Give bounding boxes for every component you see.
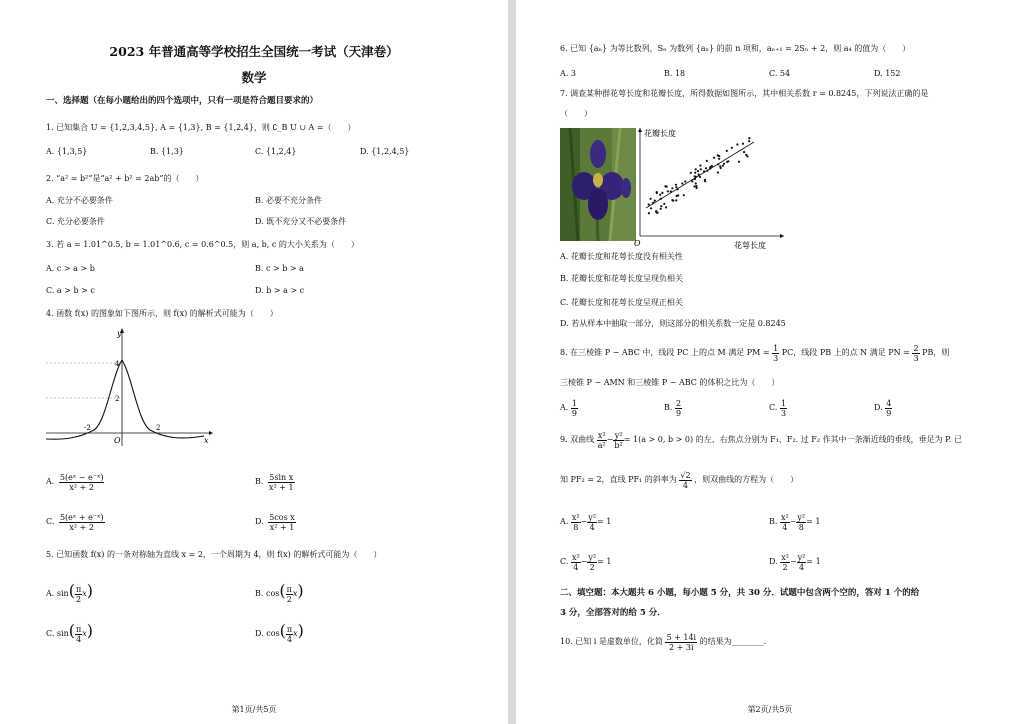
question-4-stem: 4. 函数 f(x) 的图象如下图所示，则 f(x) 的解析式可能为（ ） <box>46 309 278 318</box>
question-1-stem: 1. 已知集合 U = {1,2,3,4,5}, A = {1,3}, B = {1,2,4}，则 ∁_B U ∪ A =（ ） <box>46 123 356 132</box>
q4-option-a: A. $\frac{\text{5(eˣ − e⁻ˣ)}}{\text{x² + 2}}$ <box>46 472 104 492</box>
scatter-point <box>670 190 672 192</box>
q9-option-b: B. $\frac{\text{x²}}{4}$ − $\frac{\text{y²}}{8}$ = 1 <box>769 512 821 532</box>
scatter-point <box>660 198 662 200</box>
regression-line <box>646 142 754 208</box>
scatter-point <box>700 168 702 170</box>
scatter-point <box>691 180 693 182</box>
scatter-point <box>745 154 747 156</box>
scatter-point <box>661 192 663 194</box>
y-axis-label: y <box>117 329 122 338</box>
scatter-point <box>698 174 700 176</box>
scatter-point <box>650 198 652 200</box>
q5-option-c: C. sin( $\frac{\pi}{4}$ x) <box>46 621 94 644</box>
scatter-point <box>695 168 697 170</box>
scatter-point <box>650 207 652 209</box>
scatter-x-label: 花萼长度 <box>734 241 766 250</box>
exam-page-2 <box>516 0 1024 724</box>
q1-option-c: C. {1,2,4} <box>255 147 297 156</box>
scatter-point <box>693 178 695 180</box>
x-tick-neg-2: -2 <box>84 424 91 432</box>
sepal-petal-scatter-plot <box>636 126 786 250</box>
q6-option-c: C. 54 <box>769 69 791 78</box>
function-graph <box>44 326 214 448</box>
q7-option-c: C. 花瓣长度和花萼长度呈现正相关 <box>560 298 683 307</box>
q5-option-b: B. cos( $\frac{\pi}{2}$ x) <box>255 581 304 604</box>
scatter-point <box>665 206 667 208</box>
scatter-point <box>684 180 686 182</box>
q8-option-b: B. $\frac{2}{9}$ <box>664 398 682 418</box>
question-10-stem: 10. 已知 i 是虚数单位，化简 $\frac{5 + 14i}{2 + 3i}$ 的结果为________. <box>560 632 767 652</box>
scatter-point <box>663 203 665 205</box>
scatter-point <box>726 150 728 152</box>
q1-option-b: B. {1,3} <box>150 147 184 156</box>
question-2-stem: 2. “a² = b²”是“a² + b² = 2ab”的（ ） <box>46 174 204 183</box>
q6-option-b: B. 18 <box>664 69 686 78</box>
scatter-point <box>671 187 673 189</box>
scatter-point <box>726 161 728 163</box>
q3-option-b: B. c > b > a <box>255 264 304 273</box>
scatter-point <box>699 164 701 166</box>
subject-title: 数学 <box>241 70 267 85</box>
y-tick-2: 2 <box>115 395 120 403</box>
function-curve <box>46 360 204 439</box>
page-separator <box>508 0 516 724</box>
q5-option-a: A. sin( $\frac{\pi}{2}$ x) <box>46 581 93 604</box>
scatter-point <box>699 176 701 178</box>
q8-option-d: D. $\frac{4}{9}$ <box>874 398 892 418</box>
section-heading-fill-in-line1: 二、填空题：本大题共 6 小题，每小题 5 分，共 30 分．试题中包含两个空的，答对 1 个的给 <box>560 588 920 598</box>
x-axis-arrow <box>209 431 213 435</box>
question-9-stem-line2: 知 PF₂ = 2，直线 PF₁ 的斜率为 $\frac{√2}{4}$ ，则双曲线的方程为（ ） <box>560 470 799 490</box>
scatter-point <box>706 160 708 162</box>
q2-option-c: C. 充分必要条件 <box>46 217 105 226</box>
scatter-point <box>711 165 713 167</box>
scatter-point <box>648 203 650 205</box>
scatter-point <box>690 172 692 174</box>
scatter-point <box>675 199 677 201</box>
scatter-point <box>697 170 699 172</box>
scatter-point <box>652 202 654 204</box>
question-8-stem-line1: 8. 在三棱锥 P − ABC 中，线段 PC 上的点 M 满足 PM = $\frac{1}{3}$ PC，线段 PB 上的点 N 满足 PN = $\frac{2}{3}$ PB，则 <box>560 343 950 363</box>
question-7-stem-line2: （ ） <box>560 109 592 118</box>
exam-page-1 <box>0 0 508 724</box>
scatter-origin: O <box>634 239 641 248</box>
scatter-point <box>695 185 697 187</box>
scatter-point <box>654 200 656 202</box>
scatter-point <box>655 210 657 212</box>
q3-option-d: D. b > a > c <box>255 286 305 295</box>
q4-option-c: C. $\frac{\text{5(eˣ + e⁻ˣ)}}{\text{x² + 2}}$ <box>46 512 104 532</box>
scatter-point <box>717 171 719 173</box>
scatter-point <box>703 170 705 172</box>
q6-option-d: D. 152 <box>874 69 901 78</box>
question-8-stem-line2: 三棱锥 P − AMN 和三棱锥 P − ABC 的体积之比为（ ） <box>560 378 780 387</box>
scatter-point <box>694 172 696 174</box>
q2-option-a: A. 充分不必要条件 <box>46 196 113 205</box>
origin-label: O <box>114 436 121 445</box>
exam-title: 2023 年普通高等学校招生全国统一考试（天津卷） <box>109 44 399 59</box>
q4-option-d: D. $\frac{\text{5cos x}}{\text{x² + 1}}$ <box>255 512 295 532</box>
scatter-point <box>664 185 666 187</box>
scatter-point <box>675 186 677 188</box>
scatter-point <box>713 157 715 159</box>
scatter-point <box>659 194 661 196</box>
section-heading-fill-in-line2: 3 分，全部答对的给 5 分． <box>560 608 666 618</box>
x-tick-2: 2 <box>156 424 161 432</box>
scatter-point <box>748 137 750 139</box>
q2-option-d: D. 既不充分又不必要条件 <box>255 217 347 226</box>
scatter-point <box>748 140 750 142</box>
q9-option-c: C. $\frac{\text{x²}}{4}$ − $\frac{\text{y²}}{2}$ = 1 <box>560 552 612 572</box>
scatter-point <box>738 161 740 163</box>
scatter-point <box>693 185 695 187</box>
scatter-point <box>742 143 744 145</box>
scatter-point <box>676 195 678 197</box>
scatter-point <box>675 184 677 186</box>
scatter-point <box>705 167 707 169</box>
scatter-point <box>709 167 711 169</box>
scatter-point <box>743 151 745 153</box>
scatter-point <box>656 192 658 194</box>
scatter-point <box>671 199 673 201</box>
scatter-point <box>683 194 685 196</box>
question-3-stem: 3. 若 a = 1.01^0.5, b = 1.01^0.6, c = 0.6^0.5，则 a, b, c 的大小关系为（ ） <box>46 240 359 249</box>
q1-option-a: A. {1,3,5} <box>46 147 88 156</box>
scatter-point <box>681 182 683 184</box>
scatter-point <box>694 175 696 177</box>
q4-option-b: B. $\frac{\text{5sin x}}{\text{x² + 1}}$ <box>255 472 294 492</box>
scatter-point <box>648 212 650 214</box>
x-axis-label: x <box>204 436 209 445</box>
q6-option-a: A. 3 <box>560 69 576 78</box>
q8-option-c: C. $\frac{1}{3}$ <box>769 398 787 418</box>
q7-option-d: D. 若从样本中抽取一部分，则这部分的相关系数一定是 0.8245 <box>560 319 786 328</box>
scatter-point <box>736 143 738 145</box>
q3-option-c: C. a > b > c <box>46 286 95 295</box>
scatter-point <box>717 163 719 165</box>
scatter-y-label: 花瓣长度 <box>644 129 676 138</box>
q3-option-a: A. c > a > b <box>46 264 95 273</box>
scatter-point <box>731 147 733 149</box>
section-heading-choice: 一、选择题（在每小题给出的四个选项中，只有一项是符合题目要求的） <box>46 96 319 106</box>
scatter-point <box>704 180 706 182</box>
scatter-point <box>718 158 720 160</box>
q7-option-b: B. 花瓣长度和花萼长度呈现负相关 <box>560 274 683 283</box>
scatter-point <box>695 182 697 184</box>
q1-option-d: D. {1,2,4,5} <box>360 147 410 156</box>
scatter-point <box>722 165 724 167</box>
q7-option-a: A. 花瓣长度和花萼长度没有相关性 <box>560 252 683 261</box>
scatter-point <box>706 170 708 172</box>
question-9-stem-line1: 9. 双曲线 $\frac{\text{x²}}{\text{a²}}$ − $\frac{\text{y²}}{\text{b²}}$ = 1(a > 0, b > 0) 的左、右焦点分别为 F₁、F₂. 过 F₂ 作其中一条渐近线的垂线，垂足为 P. 已 <box>560 430 962 450</box>
iris-flower-photo <box>560 128 636 241</box>
q9-option-d: D. $\frac{\text{x²}}{2}$ − $\frac{\text{y²}}{4}$ = 1 <box>769 552 821 572</box>
scatter-point <box>660 205 662 207</box>
question-5-stem: 5. 已知函数 f(x) 的一条对称轴为直线 x = 2，一个周期为 4，则 f(x) 的解析式可能为（ ） <box>46 550 382 559</box>
q9-option-a: A. $\frac{\text{x²}}{8}$ − $\frac{\text{y²}}{4}$ = 1 <box>560 512 612 532</box>
question-7-stem-line1: 7. 调查某种群花萼长度和花瓣长度，所得数据如图所示，其中相关系数 r = 0.8245，下列说法正确的是 <box>560 89 929 98</box>
y-tick-4: 4 <box>115 360 120 368</box>
q8-option-a: A. $\frac{1}{9}$ <box>560 398 577 418</box>
scatter-point <box>720 167 722 169</box>
q5-option-d: D. cos( $\frac{\pi}{4}$ x) <box>255 621 304 644</box>
scatter-point <box>660 208 662 210</box>
q2-option-b: B. 必要不充分条件 <box>255 196 322 205</box>
scatter-point <box>696 187 698 189</box>
page-2-footer: 第2页/共5页 <box>747 705 793 714</box>
scatter-point <box>677 188 679 190</box>
scatter-point <box>667 190 669 192</box>
scatter-point <box>718 155 720 157</box>
page-1-footer: 第1页/共5页 <box>231 705 277 714</box>
scatter-point <box>723 163 725 165</box>
question-6-stem: 6. 已知 {aₙ} 为等比数列，Sₙ 为数列 {aₙ} 的前 n 项和，aₙ₊₁ = 2Sₙ + 2，则 a₄ 的值为（ ） <box>560 44 911 53</box>
